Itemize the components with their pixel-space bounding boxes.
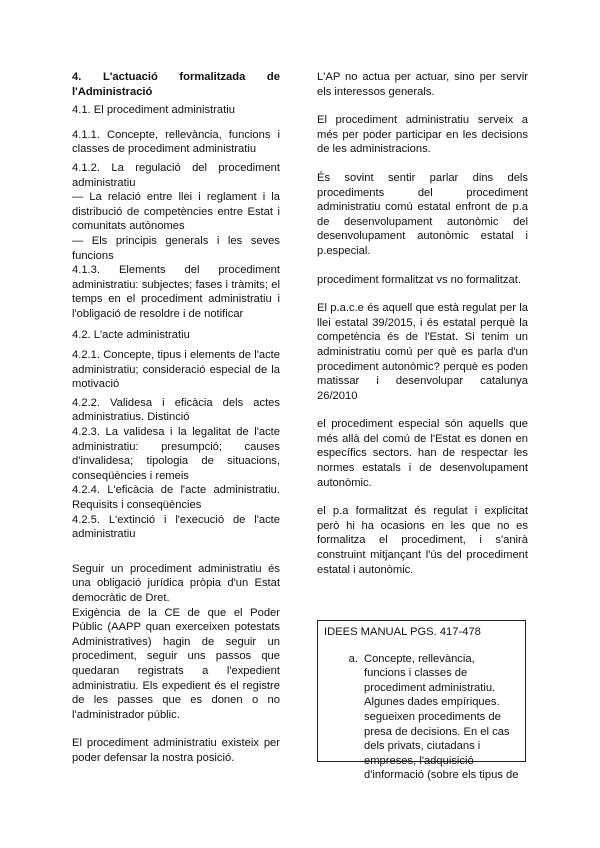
- paragraph: Exigència de la CE de que el Poder Públic (AAPP quan exerceixen potestats Administratives) hagin de seguir un procediment, seguir uns passos que quedaran registrats a l'expedient administratiu. Els expedient és el registre de les passes que es donen o no l'administrador públic.: [72, 606, 280, 721]
- outline-item: — La relació entre llei i reglament i la distribució de competències entre Estat i comunitats autònomes: [72, 191, 280, 233]
- outline-item: — Els principis generals i les seves funcions: [72, 234, 280, 262]
- outline-item: 4.1.1. Concepte, rellevància, funcions i classes de procediment administratiu: [72, 128, 280, 156]
- box-title: IDEES MANUAL PGS. 417-478: [324, 626, 481, 638]
- outline-item: 4.1.2. La regulació del procediment administratiu: [72, 161, 280, 189]
- paragraph: Seguir un procediment administratiu és una obligació jurídica pròpia d'un Estat democràtic de Dret.: [72, 562, 280, 604]
- paragraph: el p.a formalitzat és regulat i explicitat però hi ha ocasions en les que no es formalitza el procediment, i s'anirà construint mitjançant l'ús del procediment estatal i autonòmic.: [317, 505, 528, 576]
- section-heading: 4. L'actuació formalitzada de l'Administració: [72, 71, 280, 98]
- paragraph: El procediment administratiu existeix per poder defensar la nostra posició.: [72, 737, 280, 764]
- outline-item: 4.1.3. Elements del procediment administratiu: subjectes; fases i tràmits; el temps en el procediment administratiu i l'obligació de resoldre i de notificar: [72, 264, 280, 320]
- box-item-text: Concepte, rellevància, funcions i classes de procediment administratiu. Algunes dades empíriques. segueixen procediments de presa de decisions. En el cas dels privats, ciutadans i empreses, l'adquisició d'informació (sobre els tipus de: [364, 652, 519, 782]
- paragraph: El p.a.c.e és aquell que està regulat per la llei estatal 39/2015, i és estatal perquè la competència és de l'Estat. Si tenim un administratiu comú per què es parla d'un procediment autonòmic? perquè es poden matissar i desenvolupar catalunya 26/2010: [317, 302, 528, 402]
- paragraph: El procediment administratiu serveix a més per poder participar en les decisions de les administracions.: [317, 114, 528, 156]
- paragraph: procediment formalitzat vs no formalitzat.: [317, 273, 521, 286]
- box-list-item: [324, 652, 519, 783]
- right-column: [317, 70, 528, 577]
- outline-item: 4.2. L'acte administratiu: [72, 328, 190, 341]
- left-column: [72, 70, 280, 766]
- outline-item: 4.2.1. Concepte, tipus i elements de l'acte administratiu; consideració especial de la motivació: [72, 349, 280, 391]
- list-marker: a.: [348, 652, 358, 665]
- outline-item: 4.2.3. La validesa i la legalitat de l'acte administratiu: presumpció; causes d'invalidesa; tipologia de situacions, conseqüències i remeis: [72, 426, 280, 482]
- outline-item: 4.2.4. L'eficàcia de l'acte administratiu. Requisits i conseqüències: [72, 484, 280, 512]
- paragraph: És sovint sentir parlar dins dels procediments del procediment administratiu comú estatal enfront de p.a de desenvolupament autonòmic del desenvolupament autonòmic estatal i p.especial.: [317, 171, 528, 257]
- outline-item: 4.2.5. L'extinció i l'execució de l'acte administratiu: [72, 513, 280, 541]
- outline-item: 4.1. El procediment administratiu: [72, 104, 235, 117]
- paragraph: el procediment especial són aquells que més allà del comú de l'Estat es donen en específics sectors. han de respectar les normes estatals i de desenvolupament autonòmic.: [317, 418, 528, 489]
- manual-notes-box: [317, 620, 526, 782]
- outline-item: 4.2.2. Validesa i eficàcia dels actes administratius. Distinció: [72, 396, 280, 424]
- paragraph: L'AP no actua per actuar, sino per servir els interessos generals.: [317, 71, 528, 98]
